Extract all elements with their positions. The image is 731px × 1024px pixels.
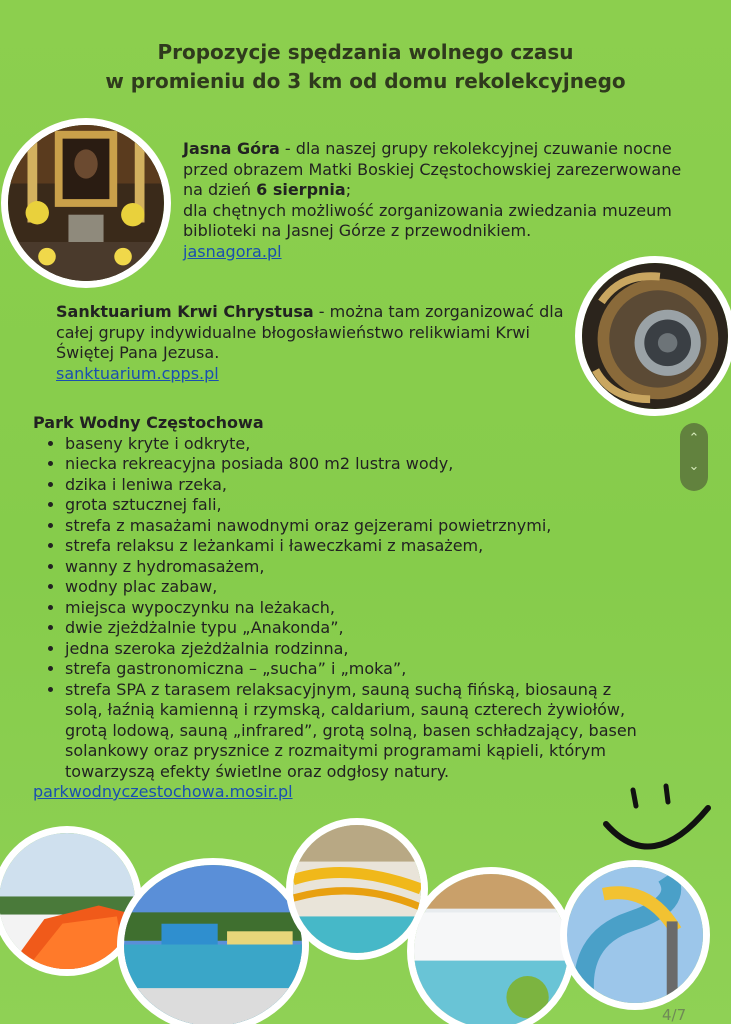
jasna-gora-name: Jasna Góra (183, 139, 280, 158)
list-item: • miejsca wypoczynku na leżakach, (65, 598, 673, 619)
page-title: Propozycje spędzania wolnego czasu w promieniu do 3 km od domu rekolekcyjnego (105, 40, 626, 93)
chevron-up-icon[interactable]: ⌃ (688, 431, 700, 446)
page-indicator: 4/7 (662, 1006, 687, 1024)
jasna-gora-link[interactable]: jasnagora.pl (183, 241, 282, 261)
list-item: • grota sztucznej fali, (65, 495, 673, 516)
water-park-heading: Park Wodny Częstochowa (33, 413, 264, 432)
list-item: • strefa relaksu z leżankami i ławeczkami z masażem, (65, 536, 673, 557)
water-park-list (33, 434, 673, 783)
list-item: • dzika i leniwa rzeka, (65, 475, 673, 496)
visit-date: 6 sierpnia (256, 180, 346, 199)
sanctuary-text: Sanktuarium Krwi Chrystusa - można tam zorganizować dla całej grupy indywidualne błogosławieństwo relikwiami Krwi Świętej Pana Jezusa. sanktuarium.cpps.pl (56, 302, 564, 383)
chevron-down-icon[interactable]: ⌄ (688, 459, 700, 474)
relic-photo (575, 256, 731, 416)
water-park-section (33, 413, 673, 803)
list-item: • jedna szeroka zjeżdżalnia rodzinna, (65, 639, 673, 660)
tube-slides-photo (560, 860, 710, 1010)
list-item: • strefa gastronomiczna – „sucha” i „moka”, (65, 659, 673, 680)
list-item: • dwie zjeżdżalnie typu „Anakonda”, (65, 618, 673, 639)
scroll-control[interactable] (680, 423, 708, 491)
outdoor-pool-photo (117, 858, 309, 1024)
smiley-icon (600, 780, 715, 860)
list-item: • wanny z hydromasażem, (65, 557, 673, 578)
water-park-link[interactable]: parkwodnyczestochowa.mosir.pl (33, 782, 293, 801)
sanctuary-name: Sanktuarium Krwi Chrystusa (56, 302, 314, 321)
indoor-pool-photo (407, 867, 575, 1024)
list-item: • wodny plac zabaw, (65, 577, 673, 598)
list-item: • strefa SPA z tarasem relaksacyjnym, sauną suchą fińską, biosauną z solą, łaźnią kamienną i rzymską, caldarium, sauną czterech żywiołów, grotą lodową, sauną „infrared”, grotą solną, basen schładzający, basen solankowy oraz prysznice z rozmaitymi programami kąpieli, którym towarzyszą efekty świetlne oraz odgłosy natury. (65, 680, 645, 783)
sanctuary-link[interactable]: sanktuarium.cpps.pl (56, 363, 219, 383)
indoor-slide-photo (286, 818, 428, 960)
jasna-gora-photo (1, 118, 171, 288)
list-item: • strefa z masażami nawodnymi oraz gejzerami powietrznymi, (65, 516, 673, 537)
jasna-gora-text: Jasna Góra - dla naszej grupy rekolekcyjnej czuwanie nocne przed obrazem Matki Boskiej Częstochowskiej zarezerwowane na dzień 6 sierpnia; dla chętnych możliwość zorganizowania zwiedzania muzeum biblioteki na Jasnej Górze z przewodnikiem. jasnagora.pl (183, 139, 682, 261)
list-item: • niecka rekreacyjna posiada 800 m2 lustra wody, (65, 454, 673, 475)
list-item: • baseny kryte i odkryte, (65, 434, 673, 455)
